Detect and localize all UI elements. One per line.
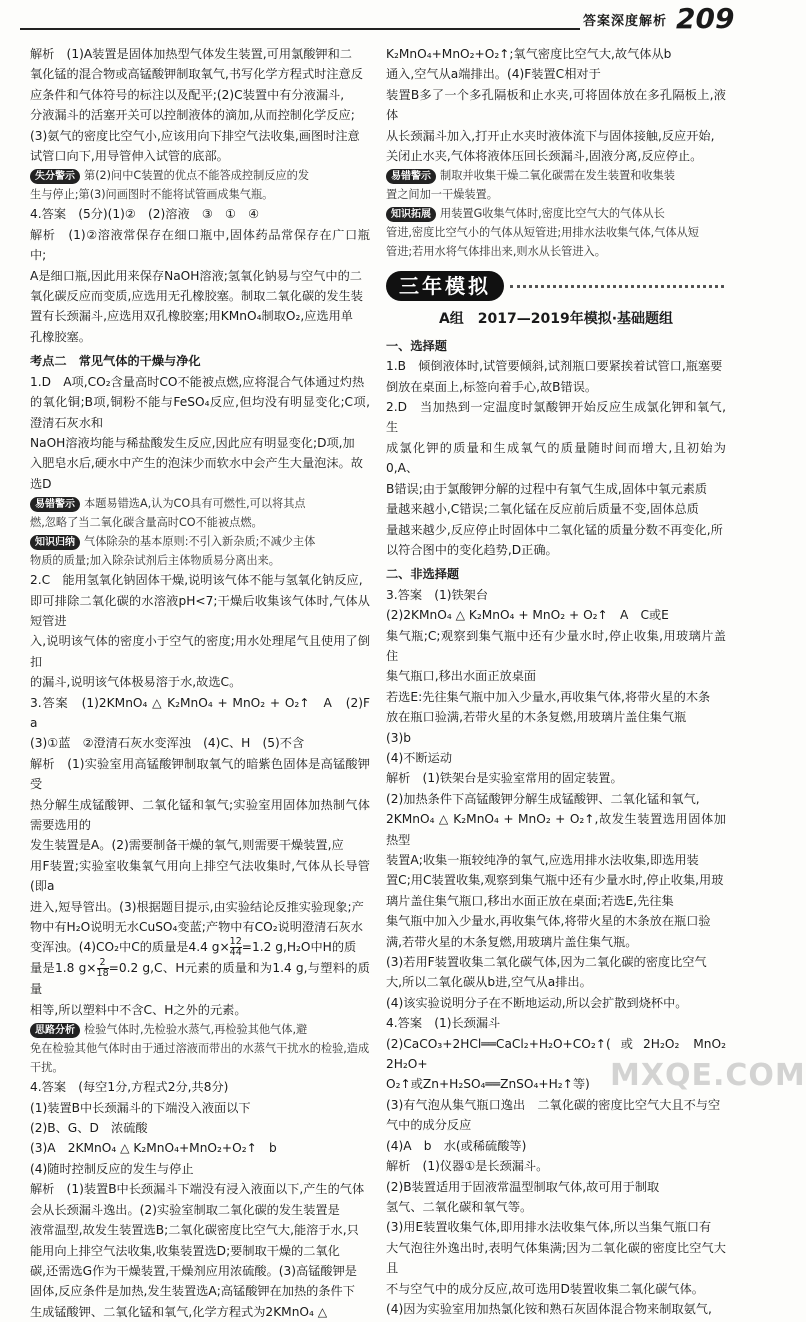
text-line-with-fraction [30,937,370,958]
text-line: 1.B 倾倒液体时,试管要倾斜,试剂瓶口要紧挨着试管口,瓶塞要 [386,359,723,374]
text-line: (2)B、G、D 浓硫酸 [30,1121,148,1136]
text-line: (4)随时控制反应的发生与停止 [30,1161,194,1176]
text-line: (3)用E装置收集气体,即用排水法收集气体,所以当集气瓶口有 [386,1220,712,1235]
text-line: 氢气、二氧化碳和氧气等。 [386,1199,533,1214]
text-line: 置C;用C装置收集,观察到集气瓶中还有少量水时,停止收集,用玻 [386,873,724,888]
right-column [386,44,726,1319]
fraction-numerator: 2 [97,958,109,969]
text-line: (4)A b 水(或稀硫酸等) [386,1138,527,1153]
text-line: 装置A;收集一瓶较纯净的氧气,应选用排水法收集,即选用装 [386,853,699,867]
answer-line: 4.答案 (每空1分,方程式2分,共8分) [30,1080,229,1095]
text-line-with-fraction [30,958,370,999]
note-text: 生与停止;第(3)问画图时不能将试管画成集气瓶。 [30,188,274,202]
note-block [386,166,726,185]
text-line: 孔橡胶塞。 [30,329,91,344]
text-line: 物中有H₂O说明无水CuSO₄变蓝;产物中有CO₂说明澄清石灰水 [30,920,363,935]
text-line: (3)有气泡从集气瓶口逸出 二氧化碳的密度比空气大且不与空 [386,1097,721,1112]
text-line: (2)2KMnO₄ △ K₂MnO₄ + MnO₂ + O₂↑ A C或E [386,608,669,623]
text-line: 应条件和气体符号的标注以及配平;(2)C装置中有分液漏斗, [30,87,345,102]
text-line: K₂MnO₄+MnO₂+O₂↑;氧气密度比空气大,故气体从b [386,47,672,61]
text-line: (4)因为实验室用加热氯化铵和熟石灰固体混合物来制取氨气, [386,1301,712,1316]
text-line: 大气泡往外逸出时,表明气体集满;因为二氧化碳的密度比空气大且 [386,1240,726,1276]
note-text: 用装置G收集气体时,密度比空气大的气体从长 [440,207,665,221]
text-line: 解析 (1)仪器①是长颈漏斗。 [386,1159,549,1174]
text-line: 2.C 能用氢氧化钠固体干燥,说明该气体不能与氢氧化钠反应, [30,573,363,588]
text-line: 解析 (1)实验室用高锰酸钾制取氧气的暗紫色固体是高锰酸钾受 [30,756,370,792]
note-text: 免在检验其他气体时由于通过溶液而带出的水蒸气干扰水的检验,造成 [30,1042,370,1056]
text-line: 大,所以二氧化碳从b进,空气从a排出。 [386,975,592,990]
text-line: 关闭止水夹,气体将液体压回长颈漏斗,固液分离,反应停止。 [386,149,703,164]
text-line: 进入,短导管出。(3)根据题目提示,由实验结论反推实验现象;产 [30,899,364,914]
header-label: 答案深度解析 [583,14,668,29]
text-line: (2)B装置适用于固液常温型制取气体,故可用于制取 [386,1179,660,1194]
page-header [0,2,750,40]
text-segment: 量是1.8 g× [30,961,97,976]
text-line: 试管口向下,用导管伸入试管的底部。 [30,149,229,164]
note-block [30,532,370,551]
text-line: (3)若用F装置收集二氧化碳气体,因为二氧化碳的密度比空气 [386,955,707,970]
text-line: (4)不断运动 [386,750,453,765]
note-tag: 易错警示 [30,497,80,512]
page-number: 209 [676,2,735,35]
text-line: 量越来越小,C错误;二氧化锰在反应前后质量不变,固体总质 [386,502,699,517]
answer-line: 3.答案 (1)铁架台 [386,587,489,602]
text-line: 通入,空气从a端排出。(4)F装置C相对于 [386,67,601,82]
text-line: (2)加热条件下高锰酸钾分解生成锰酸钾、二氧化锰和氧气, [386,791,700,806]
note-block [30,1020,370,1039]
text-line: 若选E:先往集气瓶中加入少量水,再收集气体,将带火星的木条 [386,689,711,704]
text-line: 2KMnO₄ △ K₂MnO₄ + MnO₂ + O₂↑,故发生装置选用固体加热型 [386,812,726,847]
text-segment: =0.2 g,C、H元素的质量和为1.4 g,与塑料的质量 [30,961,370,997]
text-line: 热分解生成锰酸钾、二氧化锰和氧气;实验室用固体加热制气体需要选用的 [30,797,370,832]
text-line: (3)b [386,730,411,745]
site-watermark: MXQE.COM [610,1058,806,1093]
text-line: 的氧化铜;B项,铜粉不能与FeSO₄反应,但均没有明显变化;C项,澄清石灰水和 [30,395,370,430]
note-block [30,494,370,513]
text-line: 以符合图中的变化趋势,D正确。 [386,542,558,557]
text-segment: =1.2 g,H₂O中H的质 [241,940,357,955]
text-line: 液常温型,故发生装置选B;二氧化碳密度比空气大,能溶于水,只 [30,1223,359,1238]
fraction-numerator: 12 [229,936,242,948]
text-line: 集气瓶中加入少量水,再收集气体,将带火星的木条放在瓶口验 [386,914,711,929]
text-line: 分液漏斗的活塞开关可以控制液体的滴加,从而控制化学反应; [30,108,355,123]
text-line: (2)CaCO₃+2HCl══CaCl₂+H₂O+CO₂↑(或2H₂O₂ MnO₂ 2H₂O+ [386,1036,726,1072]
note-text: 管进,密度比空气小的气体从短管进;用排水法收集气体,气体从短 [386,226,699,240]
text-line: 解析 (1)②溶液常保存在细口瓶中,固体药品常保存在广口瓶中; [30,227,370,263]
text-line: (3)氨气的密度比空气小,应该用向下排空气法收集,画图时注意 [30,128,360,143]
note-text: 制取并收集干燥二氧化碳需在发生装置和收集装 [440,169,675,183]
text-line: 装置B多了一个多孔隔板和止水夹,可将固体放在多孔隔板上,液体 [386,87,726,123]
section-banner [386,267,726,305]
text-line: 即可排除二氧化碳的水溶液pH<7;干燥后收集该气体时,气体从短管进 [30,593,370,628]
answer-line: 4.答案 (1)长颈漏斗 [386,1016,501,1031]
text-line: (3)A 2KMnO₄ △ K₂MnO₄+MnO₂+O₂↑ b [30,1141,277,1156]
fraction-denominator: 18 [96,968,109,980]
fraction-denominator: 44 [229,947,242,959]
text-line: 放在瓶口验满,若带火星的木条复燃,用玻璃片盖住集气瓶 [386,710,687,725]
text-line: 量越来越少,反应停止时固体中二氧化锰的质量分数不再变化,所 [386,522,723,537]
banner-title: 三年模拟 [386,271,504,301]
text-line: 碳,还需选G作为干燥装置,干燥剂应用浓硫酸。(3)高锰酸钾是 [30,1263,357,1278]
text-line: 满,若带火星的木条复燃,用玻璃片盖住集气瓶。 [386,934,638,949]
note-tag: 思路分析 [30,1023,80,1038]
text-line: 用F装置;实验室收集氧气用向上排空气法收集时,气体从长导管(即a [30,858,370,894]
text-line: B错误;由于氯酸钾分解的过程中有氧气生成,固体中氧元素质 [386,481,708,496]
text-line: 璃片盖住集气瓶口,移出水面正放在桌面;若选E,先往集 [386,893,674,908]
note-text: 本题易错选A,认为CO具有可燃性,可以将其点 [84,497,306,511]
note-tag: 知识归纳 [30,535,80,550]
text-line: 会从长颈漏斗逸出。(2)实验室制取二氧化碳的发生装置是 [30,1202,340,1217]
text-line: 生成锰酸钾、二氧化锰和氧气,化学方程式为2KMnO₄ △ [30,1304,328,1319]
fraction [230,937,242,958]
header-rule [20,28,580,30]
answer-line: 4.答案 (5分)(1)② (2)溶液 ③ ① ④ [30,207,259,222]
text-line: 发生装置是A。(2)需要制备干燥的氧气,则需要干燥装置,应 [30,838,344,853]
text-line: 入,说明该气体的密度小于空气的密度;用水处理尾气且使用了倒扣 [30,634,370,669]
text-line: (3)①蓝 ②澄清石灰水变浑浊 (4)C、H (5)不含 [30,736,305,751]
text-line: 氧化锰的混合物或高锰酸钾制取氧气,书写化学方程式时注意反 [30,67,363,82]
banner-dotted-rule [510,285,724,288]
text-line: 2.D 当加热到一定温度时氯酸钾开始反应生成氯化钾和氧气,生 [386,400,726,435]
text-line: 入肥皂水后,硬水中产生的泡沫少而软水中会产生大量泡沫。故 [30,456,363,471]
section-heading: 二、非选择题 [386,567,460,582]
text-line: O₂↑或Zn+H₂SO₄══ZnSO₄+H₂↑等) [386,1077,590,1092]
text-line: 固体,反应条件是加热,发生装置选A;高锰酸钾在加热的条件下 [30,1284,355,1299]
note-text: 物质的质量;加入除杂试剂后主体物质易分离出来。 [30,554,280,568]
text-line: 选D [30,476,52,491]
text-line: NaOH溶液均能与稀盐酸发生反应,因此应有明显变化;D项,加 [30,435,355,450]
text-line: 置有长颈漏斗,应选用双孔橡胶塞;用KMnO₄制取O₂,应选用单 [30,309,353,324]
text-segment: 变浑浊。(4)CO₂中C的质量是4.4 g× [30,940,230,955]
note-text: 干扰。 [30,1061,64,1075]
answer-line: 3.答案 (1)2KMnO₄ △ K₂MnO₄ + MnO₂ + O₂↑ A (2)F a [30,695,383,730]
group-title: A组 2017—2019年模拟·基础题组 [438,311,674,328]
text-line: 能用向上排空气法收集,收集装置选D;要制取干燥的二氧化 [30,1243,340,1258]
note-tag: 失分警示 [30,169,80,184]
text-line: 集气瓶;C;观察到集气瓶中还有少量水时,停止收集,用玻璃片盖住 [386,628,726,663]
text-line: 解析 (1)装置B中长颈漏斗下端没有浸入液面以下,产生的气体 [30,1182,365,1197]
text-line: 相等,所以塑料中不含C、H之外的元素。 [30,1002,247,1017]
note-block [386,204,726,223]
note-text: 第(2)问中C装置的优点不能答成控制反应的发 [84,169,310,183]
text-line: 倒放在桌面上,标签向着手心,故B错误。 [386,379,598,394]
text-line: 气中的成分反应 [386,1118,472,1133]
text-line: 成氯化钾的质量和生成氧气的质量随时间而增大,且初始为0,A、 [386,440,726,476]
note-block [30,166,370,185]
note-text: 检验气体时,先检验水蒸气,再检验其他气体,避 [84,1023,308,1037]
text-line: 不与空气中的成分反应,故可选用D装置收集二氧化碳气体。 [386,1281,704,1296]
left-column [30,44,383,1322]
note-text: 置之间加一干燥装置。 [386,188,498,202]
text-line: 集气瓶口,移出水面正放桌面 [386,669,537,684]
text-line: 解析 (1)铁架台是实验室常用的固定装置。 [386,771,623,786]
fraction [97,958,109,979]
text-line: 的漏斗,说明该气体极易溶于水,故选C。 [30,675,242,690]
note-text: 燃,忽略了当二氧化碳含量高时CO不能被点燃。 [30,516,263,530]
section-heading: 考点二 常见气体的干燥与净化 [30,354,201,369]
text-line: 从长颈漏斗加入,打开止水夹时液体流下与固体接触,反应开始, [386,128,715,143]
text-line: 解析 (1)A装置是固体加热型气体发生装置,可用氯酸钾和二 [30,47,352,61]
text-line: A是细口瓶,因此用来保存NaOH溶液;氢氧化钠易与空气中的二 [30,268,362,283]
section-heading: 一、选择题 [386,338,447,353]
text-line: 氧化碳反应而变质,应选用无孔橡胶塞。制取二氧化碳的发生装 [30,289,363,304]
note-tag: 知识拓展 [386,207,436,222]
note-text: 气体除杂的基本原则:不引入新杂质;不减少主体 [84,535,316,549]
note-text: 管进;若用水将气体排出来,则水从长管进入。 [386,245,606,259]
text-line: (1)装置B中长颈漏斗的下端没入液面以下 [30,1100,251,1115]
text-line: (4)该实验说明分子在不断地运动,所以会扩散到烧杯中。 [386,995,688,1010]
note-tag: 易错警示 [386,169,436,184]
text-line: 1.D A项,CO₂含量高时CO不能被点燃,应将混合气体通过灼热 [30,374,365,389]
